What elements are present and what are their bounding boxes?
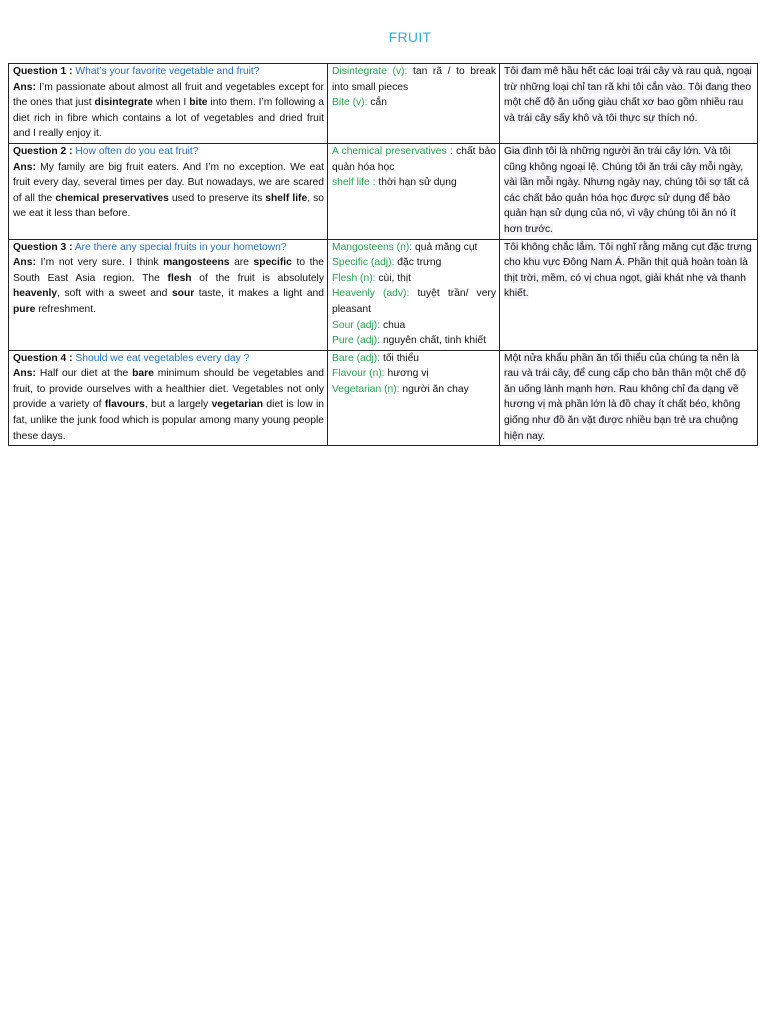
key-word: mangosteens (163, 257, 230, 269)
answer-text: Half our diet at the bare minimum should be vegetables and fruit, to provide ourselves with a healthier diet. Vegetables not only provide a variety of flavours, but a largely vegetarian diet is low in fat, unlike the junk food which is popular among many young people these days. (13, 368, 324, 442)
key-word: flesh (167, 272, 192, 284)
translation-cell (500, 350, 758, 446)
translation-text: Một nửa khẩu phần ăn tối thiểu của chúng ta nên là rau và trái cây, để cung cấp cho bản thân một chế độ ăn uống lành mạnh hơn. Rau không chỉ đa dạng về hương vị mà phần lớn là đồ chay ít chất béo, không giống như đồ ăn vặt được nhiều bạn trẻ ưa chuộng hiện nay. (504, 352, 746, 442)
translation-cell (500, 64, 758, 144)
vocab-term: Flesh (n): (332, 272, 376, 284)
vocab-entry (332, 333, 496, 349)
translation-text: Gia đình tôi là những người ăn trái cây lớn. Và tôi cũng không ngoại lệ. Chúng tôi ăn trái cây mỗi ngày, vài lần mỗi ngày. Nhưng ngày nay, chúng tôi sợ tất cả các chất bảo quản hóa học được sử dụng để bảo quản hạn sử dụng của nó, vì vậy chúng tôi ăn nó ít hơn trước. (504, 145, 750, 235)
answer-text: I’m passionate about almost all fruit and vegetables except for the ones that just disintegrate when I bite into them. I’m following a diet rich in fibre which contains a lot of vegetables and dried fruit and I really enjoy it. (13, 81, 324, 140)
vocab-term: Specific (adj): (332, 257, 395, 269)
vocab-entry (332, 286, 496, 317)
vocab-term: Bite (v): (332, 97, 368, 109)
table-row (9, 239, 758, 350)
vocab-entry (332, 366, 496, 382)
key-word: shelf life (265, 192, 308, 204)
key-word: vegetarian (211, 399, 264, 411)
key-word: heavenly (13, 288, 58, 300)
vocab-entry (332, 175, 496, 191)
vocab-cell (328, 239, 500, 350)
question-label: Question 1 : (13, 66, 73, 77)
answer-label: Ans: (13, 161, 36, 173)
vocab-term: Heavenly (adv): (332, 288, 410, 300)
translation-cell (500, 239, 758, 350)
key-word: bare (132, 368, 154, 380)
vocab-definition: thời hạn sử dụng (378, 177, 457, 189)
vocab-definition: đặc trưng (397, 257, 442, 269)
vocab-term: A chemical preservatives : (332, 145, 453, 157)
question-cell (9, 239, 328, 350)
answer-label: Ans: (13, 81, 36, 93)
key-word: bite (189, 97, 208, 109)
question-label: Question 4 : (13, 352, 73, 364)
answer-text: I’m not very sure. I think mangosteens are specific to the South East Asia region. The flesh of the fruit is absolutely heavenly, soft with a sweet and sour taste, it makes a light and pure refreshment. (13, 257, 324, 315)
translation-cell (500, 143, 758, 239)
table-row (9, 64, 758, 144)
key-word: sour (171, 288, 195, 300)
question-text: How often do you eat fruit? (75, 145, 199, 157)
translation-text: Tôi không chắc lắm. Tôi nghĩ rằng măng cụt đặc trưng cho khu vực Đông Nam Á. Phần thịt quả hoàn toàn là thịt trời, mềm, có vị chua ngọt, giải khát nhẹ và thanh khiết. (504, 241, 752, 300)
vocab-entry (332, 318, 496, 334)
vocab-entry (332, 95, 496, 111)
vocabulary-table (8, 63, 758, 446)
key-word: pure (13, 303, 36, 315)
vocab-definition: tối thiểu (382, 352, 420, 364)
question-cell (9, 350, 328, 446)
vocab-term: Mangosteens (n): (332, 241, 413, 253)
vocab-definition: chất bảo quản hóa học (332, 145, 496, 173)
vocab-entry (332, 240, 496, 256)
vocab-cell (328, 64, 500, 144)
page-title: FRUIT (388, 29, 432, 45)
key-word: disintegrate (94, 97, 153, 109)
question-text: Should we eat vegetables every day ? (75, 352, 250, 364)
vocab-entry (332, 382, 496, 398)
vocab-entry (332, 255, 496, 271)
question-text: What’s your favorite vegetable and fruit? (75, 66, 260, 77)
vocab-entry (332, 64, 496, 95)
vocab-term: Flavour (n): (332, 368, 385, 380)
vocab-entry (332, 144, 496, 175)
answer-label: Ans: (13, 368, 36, 380)
vocab-term: Vegetarian (n): (332, 383, 400, 395)
vocab-definition: tan rã / to break into small pieces (332, 66, 497, 93)
translation-text: Tôi đam mê hầu hết các loại trái cây và rau quả, ngoại trừ những loại chỉ tan rã khi tôi cắn vào. Tôi đang theo một chế độ ăn uống giàu chất xơ bao gồm nhiều rau và trái cây sấy khô và tôi thực sự thích nó. (504, 66, 752, 124)
vocab-term: Bare (adj): (332, 352, 381, 364)
answer-text: My family are big fruit eaters. And I’m no exception. We eat fruit every day, several times per day. But nowadays, we are scared of all the chemical preservatives used to preserve its shelf life, so we eat it less than before. (13, 161, 324, 220)
vocab-definition: cùi, thịt (378, 272, 411, 284)
vocab-definition: người ăn chay (402, 383, 469, 395)
vocab-definition: chua (382, 319, 406, 331)
vocab-entry (332, 351, 496, 367)
question-cell (9, 143, 328, 239)
vocab-cell (328, 350, 500, 446)
vocab-cell (328, 143, 500, 239)
table-row (9, 143, 758, 239)
key-word: chemical preservatives (55, 192, 169, 204)
vocab-definition: hương vị (387, 368, 429, 380)
vocab-term: shelf life : (332, 177, 376, 189)
vocab-term: Pure (adj): (332, 335, 381, 347)
vocab-term: Sour (adj): (332, 319, 381, 331)
key-word: specific (253, 257, 292, 269)
question-text: Are there any special fruits in your hometown? (74, 241, 287, 253)
table-body (9, 64, 758, 446)
question-label: Question 2 : (13, 145, 73, 157)
vocab-definition: nguyên chất, tinh khiết (382, 335, 486, 347)
question-label: Question 3 : (13, 241, 73, 253)
vocab-definition: tuyệt trần/ very pleasant (332, 288, 496, 315)
vocab-entry (332, 271, 496, 287)
vocab-definition: quả măng cụt (415, 241, 478, 253)
question-cell (9, 64, 328, 144)
answer-label: Ans: (13, 257, 36, 269)
vocab-term: Disintegrate (v): (332, 66, 408, 77)
vocab-definition: cắn (370, 97, 387, 109)
key-word: flavours (104, 399, 145, 411)
table-row (9, 350, 758, 446)
